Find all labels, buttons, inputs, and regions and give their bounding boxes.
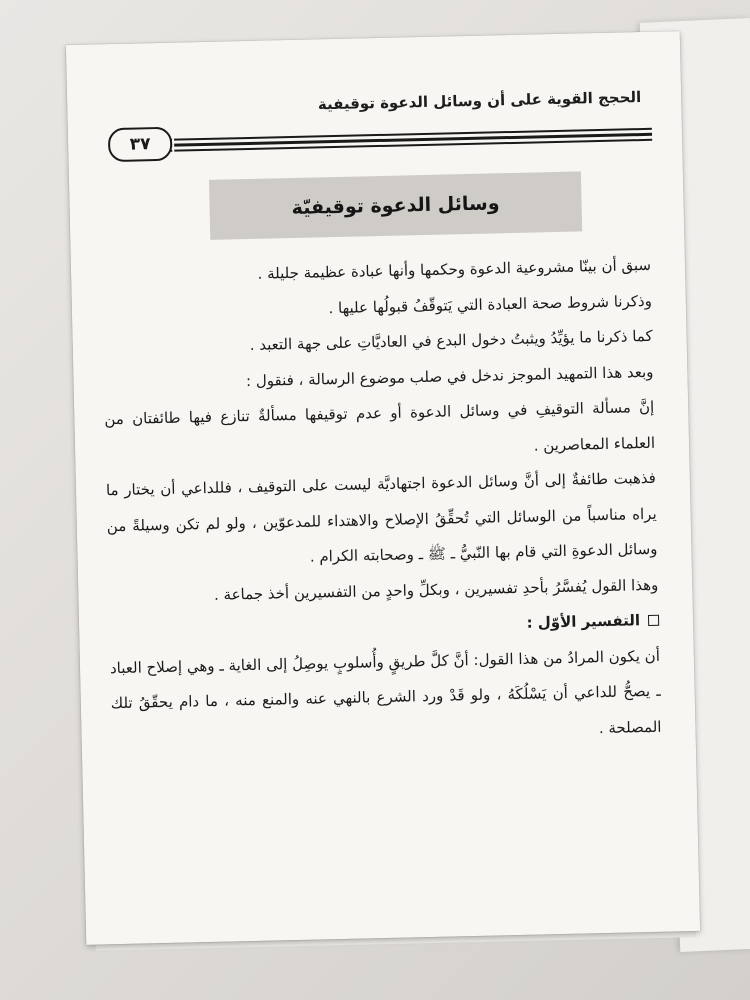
header-rule bbox=[174, 124, 652, 161]
subheading-text: التفسير الأوّل : bbox=[526, 611, 641, 632]
section-title: وسائل الدعوة توقيفيّة bbox=[209, 171, 582, 239]
paragraph: إنَّ مسألة التوقيفِ في وسائل الدعوة أو عدم توقيفها مسألةٌ تنازع فيها طائفتان من العلماء المعاصرين . bbox=[104, 397, 656, 455]
running-title: الحجج القوية على أن وسائل الدعوة توقيفية bbox=[317, 88, 642, 114]
paragraph: سبق أن بينّا مشروعية الدعوة وحكمها وأنها عبادة عظيمة جليلة . bbox=[257, 255, 652, 283]
page-number: ٣٧ bbox=[108, 127, 173, 162]
square-bullet-icon bbox=[648, 615, 659, 626]
body-text bbox=[101, 248, 662, 757]
paragraph: وبعد هذا التمهيد الموجز ندخل في صلب موضوع الرسالة ، فنقول : bbox=[245, 362, 654, 390]
paragraph: فذهبت طائفةٌ إلى أنَّ وسائل الدعوة اجتهاديَّة ليست على التوقيف ، فللداعي أن يختار ما يراه مناسباً من الوسائل التي تُحقِّقُ الإصلاح والاهتداء للمدعوّين ، ولو لم تكن وسيلةً من وسائل الدعوةِ التي قام بها النّبيُّ ـ ﷺ ـ وصحابته الكرام . bbox=[105, 468, 658, 566]
paragraph: وذكرنا شروط صحة العبادة التي يَتوقّفُ قبولُها عليها . bbox=[328, 291, 653, 317]
book-page bbox=[66, 31, 700, 945]
paragraph: وهذا القول يُفسَّرُ بأحدِ تفسيرين ، وبكلِّ واحدٍ من التفسيرين أخذ جماعة . bbox=[213, 575, 659, 604]
paragraph: أن يكون المرادُ من هذا القول: أنَّ كلَّ طريقٍ وأُسلوبٍ يوصِلُ إلى الغاية ـ وهي إصلاح العباد ـ يصحُّ للداعي أن يَسْلُكَهُ ، ولو قَدْ ورد الشرع بالنهي عنه والمنع منه ، ما دام يحقّقُ تلك المصلحة . bbox=[109, 646, 662, 737]
paragraph: كما ذكرنا ما يؤيِّدُ ويثبتُ دخول البدع في العاديَّاتِ على جهة التعبد . bbox=[249, 326, 653, 354]
